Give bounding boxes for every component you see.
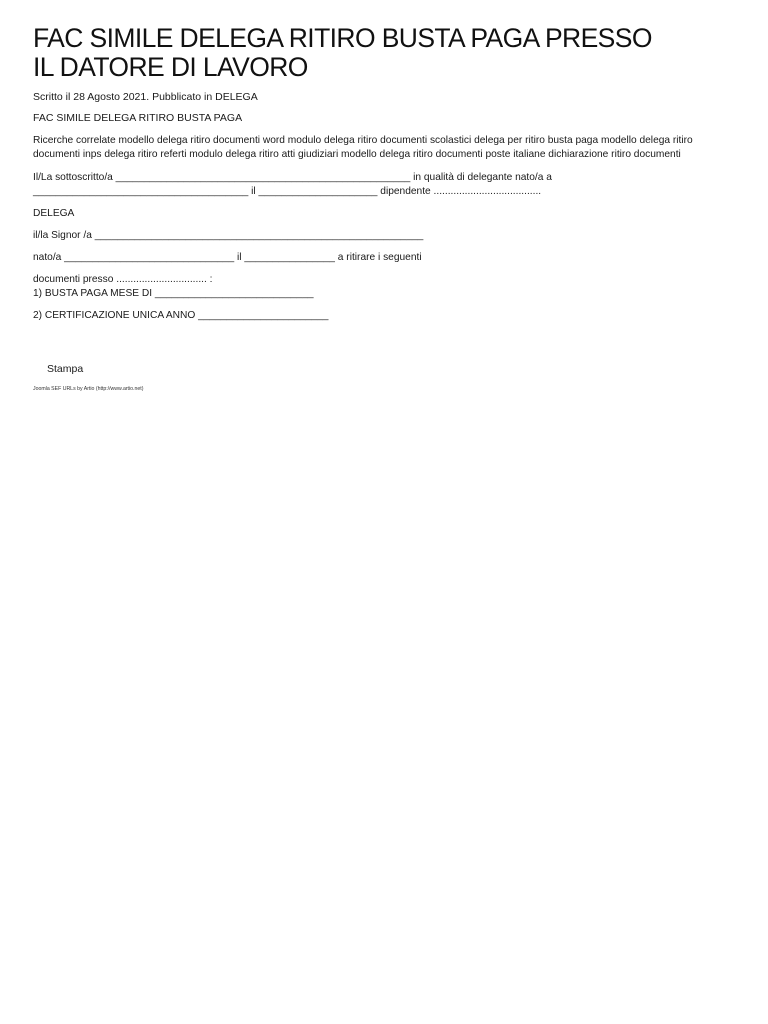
article-subtitle: FAC SIMILE DELEGA RITIRO BUSTA PAGA — [33, 112, 243, 124]
delegato-name-block — [33, 229, 733, 243]
document-item-1: 1) BUSTA PAGA MESE DI ____________________________ — [33, 288, 314, 299]
delegato-birth-line: nato/a ______________________________ il ________________ a ritirare i seguenti — [33, 252, 422, 263]
footer-credit: Joomla SEF URLs by Artio (http://www.artio.net) — [33, 386, 144, 392]
documents-presso-line: documenti presso ................................ : — [33, 274, 213, 285]
related-searches: Ricerche correlate modello delega ritiro documenti word modulo delega ritiro documenti scolastici delega per ritiro busta paga modello delega ritiro documenti inps delega ritiro referti modulo delega ritiro atti giudiziari modello delega ritiro documenti poste italiane dichiarazione ritiro documenti — [33, 135, 693, 160]
document-page — [33, 24, 733, 398]
delegante-section — [33, 171, 733, 199]
documents-block-2 — [33, 309, 733, 323]
delega-heading-block — [33, 207, 733, 221]
document-title — [33, 24, 733, 82]
delega-heading: DELEGA — [33, 208, 75, 219]
document-item-2: 2) CERTIFICAZIONE UNICA ANNO _______________________ — [33, 310, 329, 321]
title-line-1: FAC SIMILE DELEGA RITIRO BUSTA PAGA PRESSO — [33, 23, 652, 53]
delegante-line-2: ______________________________________ il _____________________ dipendente ...................................... — [33, 186, 542, 197]
article-meta: Scritto il 28 Agosto 2021. Pubblicato in DELEGA — [33, 91, 258, 103]
delegante-line-1: Il/La sottoscritto/a ____________________________________________________ in qualità di delegante nato/a a — [33, 172, 552, 183]
print-link[interactable]: Stampa — [47, 363, 84, 375]
documents-block — [33, 273, 733, 301]
delegato-birth-block — [33, 251, 733, 265]
title-line-2: IL DATORE DI LAVORO — [33, 52, 308, 82]
delegato-name-line: il/la Signor /a __________________________________________________________ — [33, 230, 424, 241]
